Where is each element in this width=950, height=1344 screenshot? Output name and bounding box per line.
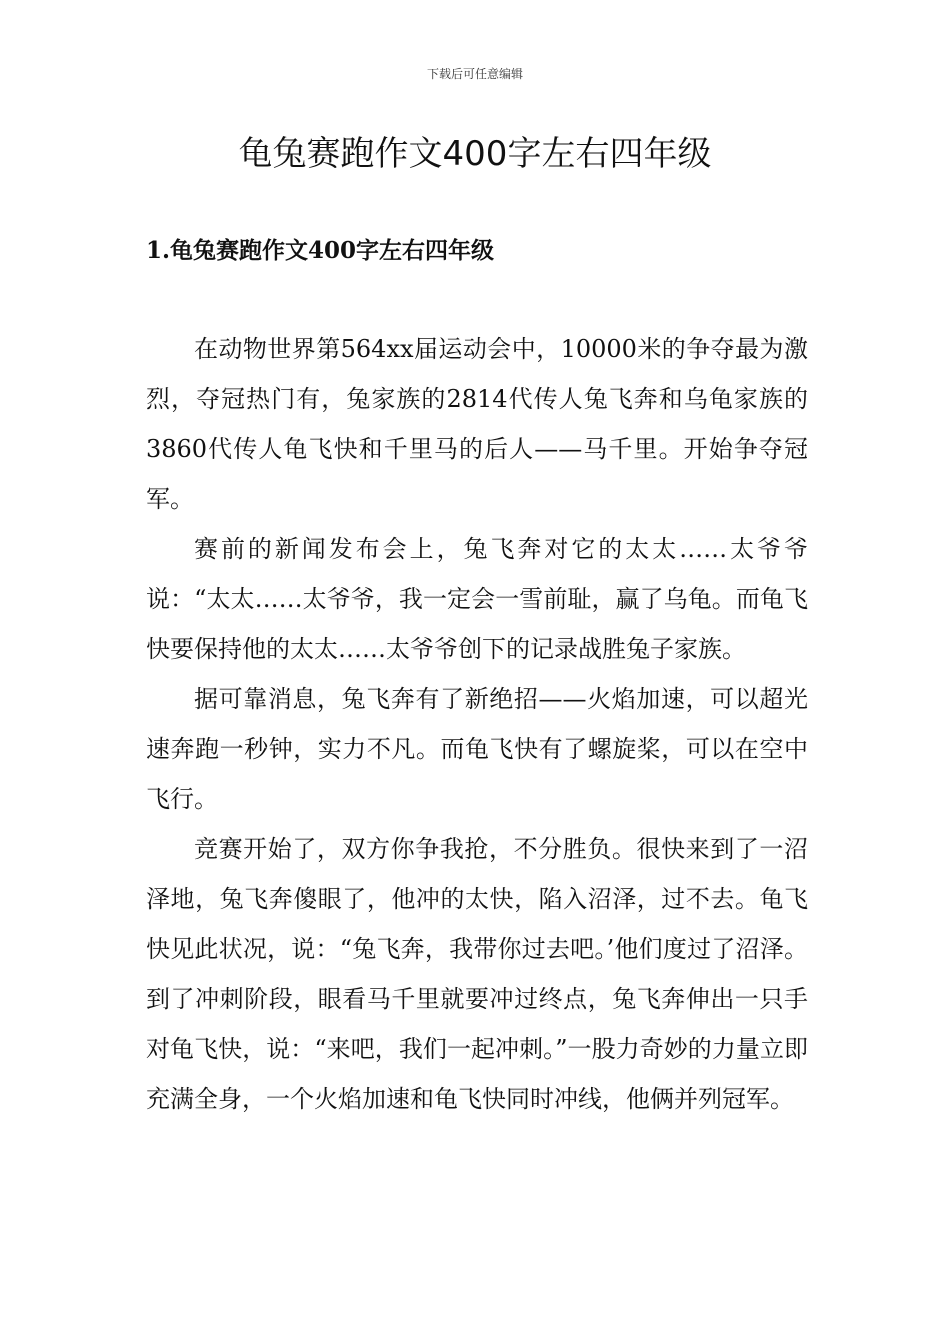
document-title: 龟兔赛跑作文400字左右四年级 [238, 134, 712, 174]
header-note: 下载后可任意编辑 [426, 67, 523, 81]
paragraph: 竞赛开始了，双方你争我抢，不分胜负。很快来到了一沼泽地，兔飞奔傻眼了，他冲的太快，陷入沼泽，过不去。龟飞快见此状况，说：“兔飞奔，我带你过去吧。’他们度过了沼泽。到了冲刺阶段，眼看马千里就要冲过终点，兔飞奔伸出一只手对龟飞快，说：“来吧，我们一起冲刺。”一股力奇妙的力量立即充满全身，一个火焰加速和龟飞快同时冲线，他俩并列冠军。 [146, 835, 808, 1113]
paragraph: 在动物世界第564xx届运动会中，10000米的争夺最为激烈，夺冠热门有，兔家族的2814代传人兔飞奔和乌龟家族的3860代传人龟飞快和千里马的后人——马千里。开始争夺冠军。 [146, 335, 808, 513]
article-body [146, 324, 808, 1124]
section-heading: 1.龟兔赛跑作文400字左右四年级 [146, 237, 495, 264]
paragraph: 据可靠消息，兔飞奔有了新绝招——火焰加速，可以超光速奔跑一秒钟，实力不凡。而龟飞快有了螺旋桨，可以在空中飞行。 [146, 685, 808, 813]
paragraph: 赛前的新闻发布会上，兔飞奔对它的太太……太爷爷说：“太太……太爷爷，我一定会一雪前耻，赢了乌龟。而龟飞快要保持他的太太……太爷爷创下的记录战胜兔子家族。 [146, 535, 808, 663]
